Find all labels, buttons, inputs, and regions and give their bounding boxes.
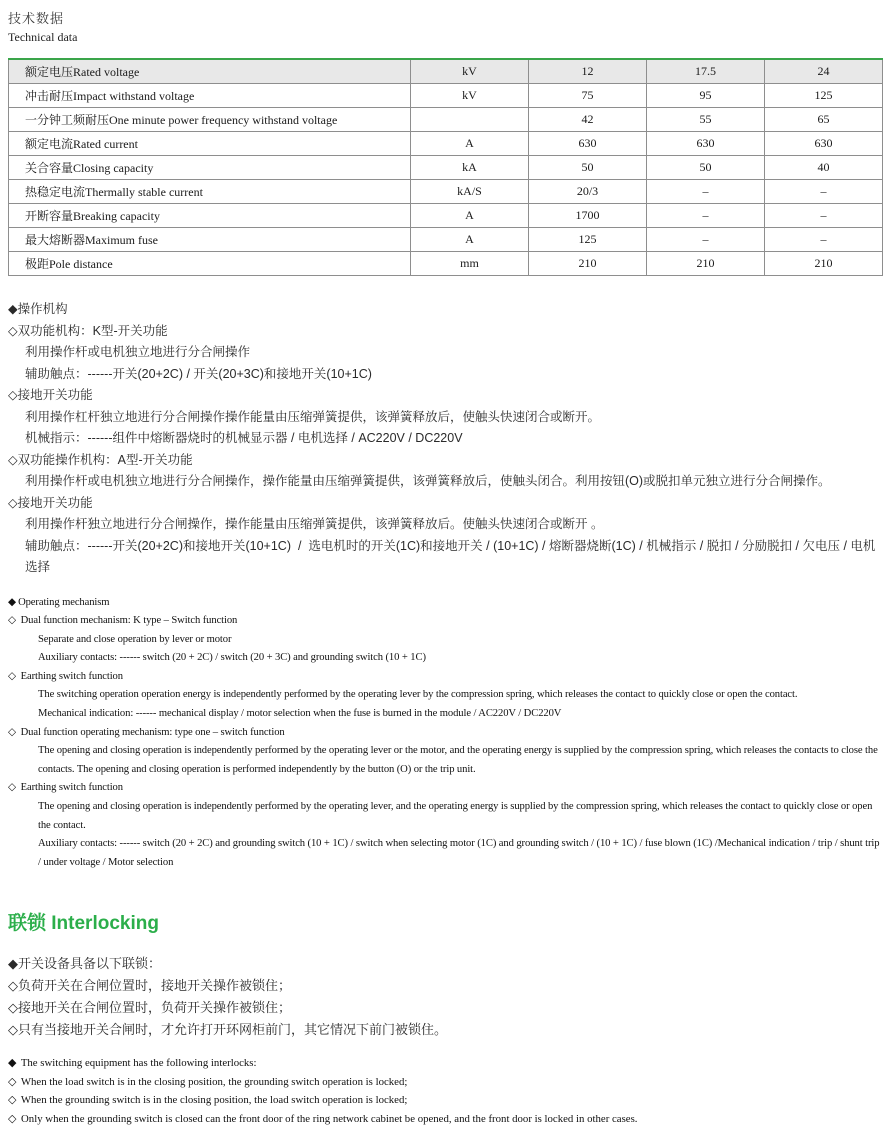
line-text: 只有当接地开关合闸时，才允许打开环网柜前门，其它情况下前门被锁住。 [18, 1022, 448, 1038]
line-text: Earthing switch function [18, 670, 123, 682]
line-text: The opening and closing operation is independently performed by the operating lever, and the operating energy is supplied by the compression spring, which releases the contact to quickly close or open the contact. [38, 801, 875, 831]
text-line [8, 493, 882, 515]
value-cell: 630 [529, 132, 647, 156]
filled-diamond-bullet-icon: ◆ [8, 302, 18, 316]
line-text: When the load switch is in the closing position, the grounding switch operation is locked; [18, 1075, 408, 1088]
open-diamond-bullet-icon: ◇ [8, 726, 17, 738]
param-name-cell: 冲击耐压Impact withstand voltage [9, 84, 411, 108]
text-line [8, 536, 882, 579]
page-title-zh: 技术数据 [8, 11, 65, 26]
line-text: Auxiliary contacts: ------ switch (20 + 2C) and grounding switch (10 + 1C) / switch when selecting motor (1C) and grounding switch / (10 + 1C) / fuse blown (1C) /Mechanical indication / trip / shunt trip / under voltage / Motor selection [38, 838, 882, 868]
text-line [8, 1091, 882, 1110]
filled-diamond-bullet-icon: ◆ [8, 1057, 17, 1070]
operating-mechanism-section-en [8, 594, 882, 873]
text-line [8, 471, 882, 493]
interlocking-heading: 联锁 Interlocking [8, 913, 159, 935]
value-cell: 630 [647, 132, 765, 156]
page-title-en: Technical data [8, 30, 78, 44]
value-cell: – [647, 204, 765, 228]
unit-cell: A [411, 204, 529, 228]
text-line [8, 742, 882, 779]
unit-cell: kA/S [411, 180, 529, 204]
table-row [9, 59, 883, 84]
value-cell: 24 [765, 59, 883, 84]
value-cell: 75 [529, 84, 647, 108]
open-diamond-bullet-icon: ◇ [8, 1112, 17, 1125]
text-line [8, 975, 882, 997]
open-diamond-bullet-icon: ◇ [8, 323, 18, 338]
line-text: 利用操作杠杆独立地进行分合闸操作操作能量由压缩弹簧提供，该弹簧释放后，使触头快速闭合或断开。 [25, 409, 601, 424]
value-cell: 125 [529, 228, 647, 252]
open-diamond-bullet-icon: ◇ [8, 978, 18, 994]
interlocking-section-zh [8, 953, 882, 1041]
line-text: 利用操作杆或电机独立地进行分合闸操作，操作能量由压缩弹簧提供，该弹簧释放后，使触头闭合。利用按钮(O)或脱扣单元独立进行分合闸操作。 [25, 474, 831, 488]
text-line [8, 428, 882, 450]
param-name-cell: 额定电流Rated current [9, 132, 411, 156]
line-text: 开关设备具备以下联锁： [18, 956, 162, 972]
page-header [8, 8, 882, 45]
text-line [8, 321, 882, 343]
line-text: 辅助触点：------开关(20+2C) / 开关(20+3C)和接地开关(10+1C) [25, 366, 372, 381]
param-name-cell: 一分钟工频耐压One minute power frequency withstand voltage [9, 108, 411, 132]
line-text: The switching equipment has the following interlocks: [18, 1057, 257, 1070]
text-line [8, 631, 882, 650]
text-line [8, 953, 882, 975]
filled-diamond-bullet-icon: ◆ [8, 956, 18, 972]
text-line [8, 1054, 882, 1073]
interlocking-section-en [8, 1054, 882, 1128]
param-name-cell: 开断容量Breaking capacity [9, 204, 411, 228]
param-name-cell: 热稳定电流Thermally stable current [9, 180, 411, 204]
line-text: Mechanical indication: ------ mechanical display / motor selection when the fuse is burned in the module / AC220V / DC220V [38, 708, 562, 720]
unit-cell: kV [411, 59, 529, 84]
line-text: Auxiliary contacts: ------ switch (20 + 2C) / switch (20 + 3C) and grounding switch (10 + 1C) [38, 652, 426, 664]
value-cell: 50 [529, 156, 647, 180]
value-cell: 1700 [529, 204, 647, 228]
text-line [8, 1019, 882, 1041]
text-line [8, 514, 882, 536]
table-row [9, 180, 883, 204]
text-line [8, 1073, 882, 1092]
table-row [9, 156, 883, 180]
value-cell: 12 [529, 59, 647, 84]
line-text: Dual function operating mechanism: type one – switch function [18, 726, 285, 738]
open-diamond-bullet-icon: ◇ [8, 1075, 17, 1088]
open-diamond-bullet-icon: ◇ [8, 670, 17, 682]
line-text: 利用操作杆独立地进行分合闸操作，操作能量由压缩弹簧提供，该弹簧释放后。使触头快速闭合或断开 。 [25, 517, 604, 531]
unit-cell: mm [411, 252, 529, 276]
value-cell: – [647, 180, 765, 204]
text-line [8, 385, 882, 407]
value-cell: 65 [765, 108, 883, 132]
value-cell: – [765, 180, 883, 204]
value-cell: 210 [765, 252, 883, 276]
text-line [8, 299, 882, 321]
open-diamond-bullet-icon: ◇ [8, 495, 18, 510]
value-cell: 50 [647, 156, 765, 180]
value-cell: 630 [765, 132, 883, 156]
table-row [9, 108, 883, 132]
unit-cell: kA [411, 156, 529, 180]
text-line [8, 668, 882, 687]
table-row [9, 252, 883, 276]
open-diamond-bullet-icon: ◇ [8, 782, 17, 794]
param-name-cell: 关合容量Closing capacity [9, 156, 411, 180]
value-cell: 210 [529, 252, 647, 276]
table-row [9, 204, 883, 228]
text-line [8, 724, 882, 743]
text-line [8, 649, 882, 668]
open-diamond-bullet-icon: ◇ [8, 1022, 18, 1038]
text-line [8, 686, 882, 705]
value-cell: 20/3 [529, 180, 647, 204]
open-diamond-bullet-icon: ◇ [8, 388, 18, 402]
value-cell: 42 [529, 108, 647, 132]
line-text: Earthing switch function [18, 782, 123, 794]
value-cell: – [765, 204, 883, 228]
operating-mechanism-section-zh [8, 299, 882, 579]
line-text: Operating mechanism [18, 596, 110, 608]
line-text: 接地开关功能 [17, 495, 93, 510]
text-line [8, 798, 882, 835]
value-cell: – [647, 228, 765, 252]
line-text: Separate and close operation by lever or motor [38, 633, 232, 645]
table-row [9, 84, 883, 108]
line-text: 操作机构 [17, 302, 68, 316]
line-text: 机械指示：------组件中熔断器烧时的机械显示器 / 电机选择 / AC220V / DC220V [25, 431, 463, 445]
value-cell: 55 [647, 108, 765, 132]
text-line [8, 612, 882, 631]
unit-cell: A [411, 228, 529, 252]
text-line [8, 997, 882, 1019]
value-cell: 40 [765, 156, 883, 180]
value-cell: 210 [647, 252, 765, 276]
open-diamond-bullet-icon: ◇ [8, 615, 17, 627]
open-diamond-bullet-icon: ◇ [8, 452, 18, 467]
text-line [8, 342, 882, 364]
text-line [8, 594, 882, 613]
open-diamond-bullet-icon: ◇ [8, 1094, 17, 1107]
unit-cell: kV [411, 84, 529, 108]
text-line [8, 705, 882, 724]
line-text: The switching operation operation energy is independently performed by the operating lever by the compression spring, which releases the contact to quickly close or open the contact. [38, 689, 798, 701]
value-cell: 125 [765, 84, 883, 108]
technical-data-table [8, 58, 883, 276]
table-row [9, 132, 883, 156]
table-row [9, 228, 883, 252]
line-text: 双功能机构：K型-开关功能 [17, 323, 168, 338]
line-text: 双功能操作机构：A型-开关功能 [17, 452, 193, 467]
text-line [8, 364, 882, 386]
text-line [8, 450, 882, 472]
filled-diamond-bullet-icon: ◆ [8, 596, 17, 608]
param-name-cell: 最大熔断器Maximum fuse [9, 228, 411, 252]
text-line [8, 407, 882, 429]
unit-cell [411, 108, 529, 132]
line-text: The opening and closing operation is independently performed by the operating lever or the motor, and the operating energy is supplied by the compression spring, which releases the contacts to close the contacts. The opening and closing operation is performed independently by the button (O) or the trip unit. [38, 745, 881, 775]
line-text: 接地开关在合闸位置时，负荷开关操作被锁住； [18, 1000, 292, 1016]
param-name-cell: 极距Pole distance [9, 252, 411, 276]
text-line [8, 835, 882, 872]
line-text: Dual function mechanism: K type – Switch function [18, 615, 238, 627]
line-text: 接地开关功能 [17, 388, 93, 402]
value-cell: 17.5 [647, 59, 765, 84]
line-text: 利用操作杆或电机独立地进行分合闸操作 [25, 345, 251, 359]
line-text: Only when the grounding switch is closed can the front door of the ring network cabinet be opened, and the front door is locked in other cases. [18, 1112, 638, 1125]
line-text: 辅助触点：------开关(20+2C)和接地开关(10+1C) / 选电机时的开关(1C)和接地开关 / (10+1C) / 熔断器烧断(1C) / 机械指示 / 脱扣 / 分励脱扣 / 欠电压 / 电机选择 [25, 538, 876, 574]
unit-cell: A [411, 132, 529, 156]
param-name-cell: 额定电压Rated voltage [9, 59, 411, 84]
line-text: When the grounding switch is in the closing position, the load switch operation is locked; [18, 1094, 408, 1107]
line-text: 负荷开关在合闸位置时，接地开关操作被锁住； [18, 978, 292, 994]
text-line [8, 779, 882, 798]
value-cell: – [765, 228, 883, 252]
open-diamond-bullet-icon: ◇ [8, 1000, 18, 1016]
value-cell: 95 [647, 84, 765, 108]
text-line [8, 1110, 882, 1128]
